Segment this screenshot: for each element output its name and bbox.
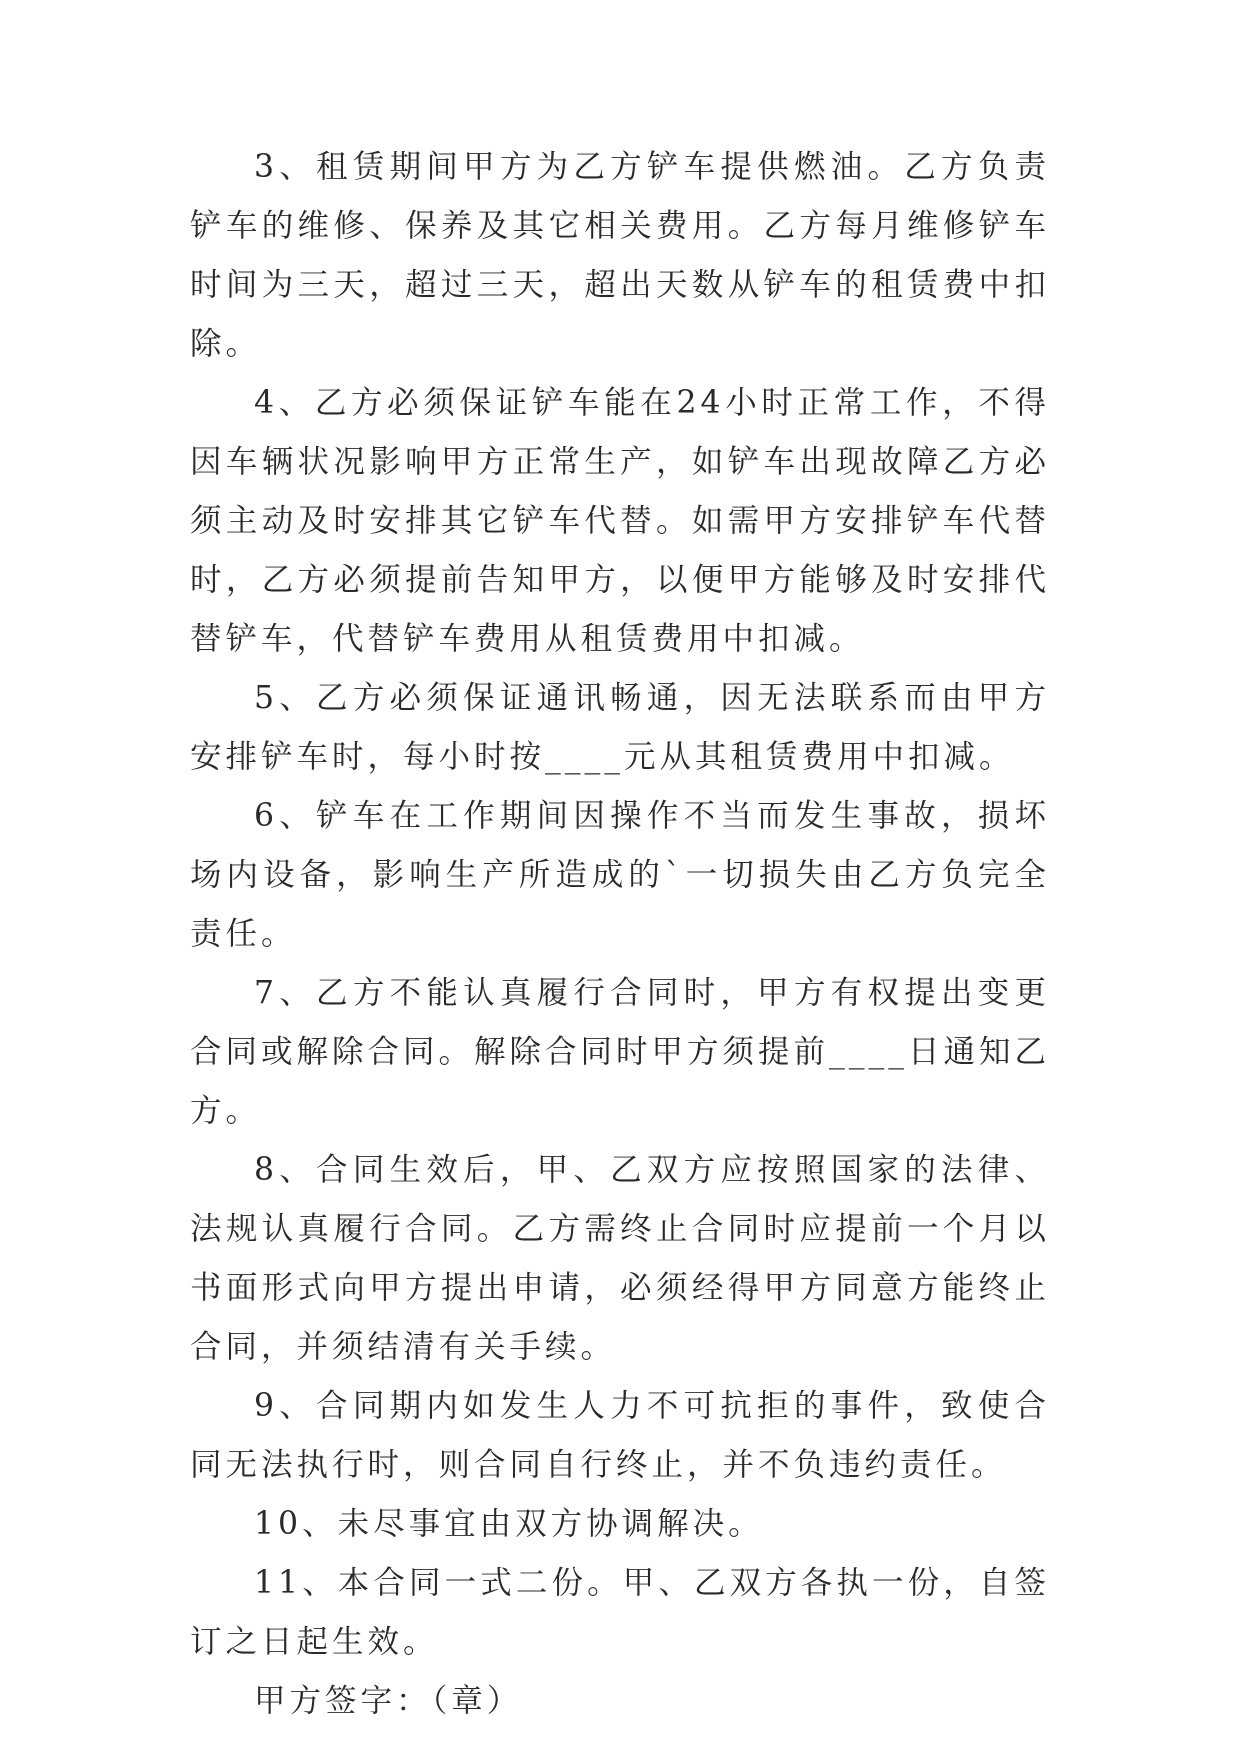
clause-10: 10、未尽事宜由双方协调解决。: [254, 1506, 764, 1542]
clause-8: 8、合同生效后，甲、乙双方应按照国家的法律、法规认真履行合同。乙方需终止合同时应提前一个月以书面形式向甲方提出申请，必须经得甲方同意方能终止合同，并须结清有关手续。: [190, 1152, 1050, 1365]
clause-3: 3、租赁期间甲方为乙方铲车提供燃油。乙方负责铲车的维修、保养及其它相关费用。乙方每月维修铲车时间为三天，超过三天，超出天数从铲车的租赁费中扣除。: [190, 149, 1050, 362]
clause-9: 9、合同期内如发生人力不可抗拒的事件，致使合同无法执行时，则合同自行终止，并不负违约责任。: [190, 1388, 1050, 1483]
clause-5: 5、乙方必须保证通讯畅通，因无法联系而由甲方安排铲车时，每小时按____元从其租赁费用中扣减。: [190, 680, 1050, 775]
clause-7: 7、乙方不能认真履行合同时，甲方有权提出变更合同或解除合同。解除合同时甲方须提前____日通知乙方。: [190, 975, 1051, 1129]
clause-4: 4、乙方必须保证铲车能在24小时正常工作，不得因车辆状况影响甲方正常生产，如铲车出现故障乙方必须主动及时安排其它铲车代替。如需甲方安排铲车代替时，乙方必须提前告知甲方，以便甲方能够及时安排代替铲车，代替铲车费用从租赁费用中扣减。: [190, 385, 1050, 657]
document-page: [190, 138, 1050, 1731]
party-a-signature-label: 甲方签字：（章）: [254, 1683, 523, 1719]
clause-6: 6、铲车在工作期间因操作不当而发生事故，损坏场内设备，影响生产所造成的`一切损失由乙方负完全责任。: [190, 798, 1050, 952]
clause-11: 11、本合同一式二份。甲、乙双方各执一份，自签订之日起生效。: [190, 1565, 1050, 1660]
